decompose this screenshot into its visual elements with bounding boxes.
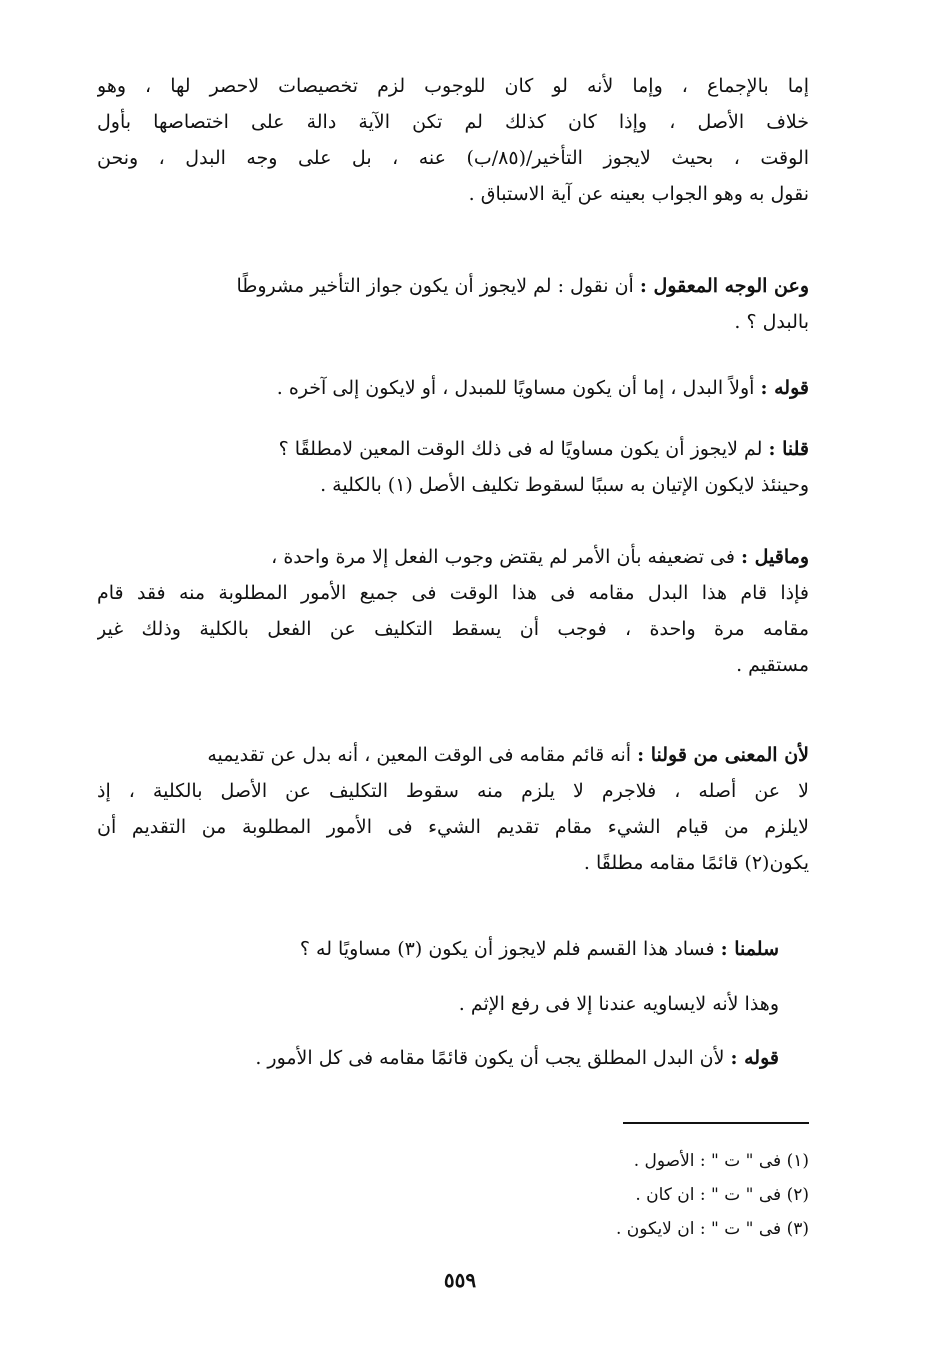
line-text: لم لايجوز أن يكون مساويًا له فى ذلك الوقت المعين لامطلقًا ؟ xyxy=(278,438,769,460)
paragraph-lead: لأن المعنى من قولنا : xyxy=(637,744,809,766)
text-line: مستقيم . xyxy=(736,654,809,676)
text-line: وحينئذ لايكون الإتيان به سببًا لسقوط تكليف الأصل (١) بالكلية . xyxy=(320,474,809,496)
line-text: فساد هذا القسم فلم لايجوز أن يكون (٣) مساويًا له ؟ xyxy=(299,938,721,960)
paragraph-lead: سلمنا : xyxy=(720,938,779,960)
paragraph-3 xyxy=(97,370,809,406)
text-line: الوقت ، بحيث لايجوز التأخير/(٨٥/ب) عنه ، بل على وجه البدل ، ونحن xyxy=(97,147,809,169)
paragraph-lead: قوله : xyxy=(760,377,809,399)
footnote-2: (٢) فى " ت " : ان كان . xyxy=(635,1185,809,1205)
text-line: لايلزم من قيام الشيء مقام تقديم الشيء فى الأمور المطلوبة من التقديم أن xyxy=(97,816,809,838)
footnote-divider xyxy=(623,1122,809,1124)
line-text: لأن البدل المطلق يجب أن يكون قائمًا مقامه فى كل الأمور . xyxy=(255,1047,731,1069)
text-line: فإذا قام هذا البدل مقامه فى هذا الوقت فى جميع الأمور المطلوبة منه فقد قام xyxy=(97,582,809,604)
footnote-1: (١) فى " ت " : الأصول . xyxy=(633,1151,809,1171)
text-line: يكون(٢) قائمًا مقامه مطلقًا . xyxy=(583,852,809,874)
line-text: أن نقول : لم لايجوز أن يكون جواز التأخير مشروطًا xyxy=(236,275,640,297)
text-line xyxy=(97,431,809,467)
paragraph-6 xyxy=(97,737,809,881)
text-line xyxy=(97,931,779,967)
text-line: إما بالإجماع ، وإما لأنه لو كان للوجوب لزم تخصيصات لاحصر لها ، وهو xyxy=(97,75,809,97)
text-line xyxy=(97,737,809,773)
text-line: بالبدل ؟ . xyxy=(734,311,809,333)
text-line: خلاف الأصل ، وإذا كان كذلك لم تكن الآية دالة على اختصاصها بأول xyxy=(97,111,809,133)
text-line: نقول به وهو الجواب بعينه عن آية الاستباق . xyxy=(468,183,809,205)
paragraph-9 xyxy=(97,1040,779,1076)
text-line: وهذا لأنه لايساويه عندنا إلا فى رفع الإثم . xyxy=(458,993,779,1015)
paragraph-2 xyxy=(97,268,809,340)
text-line: لا عن أصله ، فلاجرم لا يلزم منه سقوط التكليف عن الأصل بالكلية ، إذ xyxy=(97,780,809,802)
text-line xyxy=(97,1040,779,1076)
line-text: أولاً البدل ، إما أن يكون مساويًا للمبدل ، أو لايكون إلى آخره . xyxy=(276,377,761,399)
paragraph-lead: قوله : xyxy=(730,1047,779,1069)
paragraph-7 xyxy=(97,931,779,967)
paragraph-lead: قلنا : xyxy=(768,438,809,460)
text-line xyxy=(97,539,809,575)
paragraph-lead: وماقيل : xyxy=(741,546,809,568)
paragraph-5 xyxy=(97,539,809,683)
line-text: فى تضعيفه بأن الأمر لم يقتض وجوب الفعل إلا مرة واحدة ، xyxy=(271,546,742,568)
footnotes xyxy=(389,1144,809,1246)
text-line xyxy=(97,370,809,406)
text-line: مقامه مرة واحدة ، فوجب أن يسقط التكليف عن الفعل بالكلية وذلك غير xyxy=(97,618,809,640)
text-line xyxy=(97,268,809,304)
paragraph-8 xyxy=(97,986,779,1022)
paragraph-1 xyxy=(97,68,809,212)
paragraph-lead: وعن الوجه المعقول : xyxy=(639,275,809,297)
line-text: أنه قائم مقامه فى الوقت المعين ، أنه بدل عن تقديميه xyxy=(207,744,638,766)
page-number: ٥٥٩ xyxy=(443,1268,477,1292)
footnote-3: (٣) فى " ت " : ان لايكون . xyxy=(615,1219,809,1239)
paragraph-4 xyxy=(97,431,809,503)
